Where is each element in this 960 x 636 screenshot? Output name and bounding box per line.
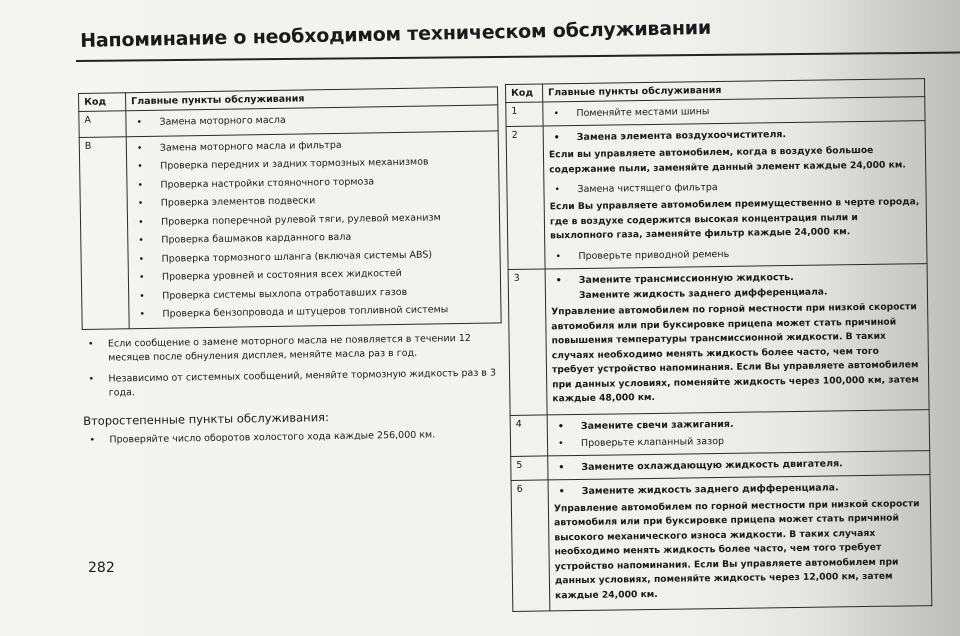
list-item: • Замените трансмиссионную жидкость.: [551, 267, 922, 289]
list-item: • Поменяйте местами шины: [548, 100, 919, 122]
row-note: Управление автомобилем по горной местности при низкой скорости автомобиля или при буксировке прицепа может стать причиной повышения температуры трансмиссионной жидкости. В таких случаях необходимо менять жидкость более часто, чем того требует устройство напоминания. Если Вы управляете автомобилем при данных условиях, поменяйте жидкость через 100,000 км, затем каждые 48,000 км.: [551, 301, 919, 405]
row-code: B: [79, 136, 129, 329]
header-items: Главные пункты обслуживания: [543, 79, 925, 102]
table-row: [510, 409, 930, 456]
list-item: • Замена элемента воздухоочистителя.: [549, 124, 920, 146]
list-item: • Замените жидкость заднего дифференциала.: [554, 478, 925, 500]
row-code: 4: [510, 414, 548, 456]
row-items: [548, 474, 932, 611]
table-row: [506, 121, 927, 269]
list-item: • Замена моторного масла: [131, 108, 492, 132]
row-code: 5: [511, 455, 548, 480]
right-column: [505, 78, 932, 612]
list-item: • Проверка элементов подвески: [133, 189, 494, 213]
list-item: • Проверка уровней и состояния всех жидкостей: [134, 263, 495, 287]
title-divider: [76, 52, 960, 62]
note-item: • Если сообщение о замене моторного масла не появляется в течении 12 месяцев после обнуления дисплея, меняйте масла раз в год.: [82, 331, 502, 367]
list-item: • Проверка передних и задних тормозных механизмов: [132, 152, 493, 176]
list-item: • Замена моторного масла и фильтра: [132, 134, 493, 158]
main-maintenance-table-ab: [78, 86, 502, 329]
list-item: • Проверка башмаков карданного вала: [133, 226, 494, 250]
list-item: • Проверка тормозного шланга (включая системы ABS): [133, 245, 494, 269]
list-item: • Замените свечи зажигания.: [553, 413, 924, 435]
row-code: 3: [508, 268, 547, 415]
list-item: • Проверка системы выхлопа отработавших газов: [134, 282, 495, 306]
header-code: Код: [506, 84, 543, 103]
row-code: A: [79, 111, 126, 137]
row-code: 1: [506, 102, 543, 127]
table-row: [79, 130, 501, 329]
header-items: Главные пункты обслуживания: [126, 87, 498, 111]
page-title: Напоминание о необходимом техническом обслуживании: [80, 16, 712, 52]
secondary-heading: Второстепенные пункты обслуживания:: [83, 409, 330, 428]
row-items: [126, 130, 501, 328]
row-note: Управление автомобилем по горной местности при низкой скорости автомобиля или при буксировке прицепа может стать причиной высокого механического износа жидкости. В таких случаях необходимо менять жидкость более часто, чем того требует устройство напоминания. Если Вы управляете автомобилем при данных условиях, поменяйте жидкость через 12,000 км, затем каждые 24,000 км.: [553, 497, 920, 601]
table-row: [511, 474, 932, 611]
list-item: • Проверка настройки стояночного тормоза: [132, 171, 493, 195]
table-row: [508, 263, 929, 415]
note-item: • Независимо от системных сообщений, меняйте тормозную жидкость раз в 3 года.: [82, 366, 502, 402]
notes-list: [82, 331, 503, 402]
row-note: Если Вы управляете автомобилем преимущественно в черте города, где в воздухе содержится высокая концентрация пыли и выхлопного газа, заменяйте фильтр каждые 24,000 км.: [549, 196, 920, 242]
row-subitem: Замените жидкость заднего дифференциала.: [578, 286, 828, 301]
list-item: • Проверка поперечной рулевой тяги, рулевой механизм: [133, 208, 494, 232]
row-items: [545, 263, 929, 414]
row-items: [543, 121, 927, 269]
list-item: • Замена чистящего фильтра: [549, 176, 920, 198]
list-item: • Проверьте приводной ремень: [550, 243, 921, 265]
list-item: • Замените охлаждающую жидкость двигателя.: [553, 454, 924, 476]
row-code: 6: [511, 479, 550, 611]
main-maintenance-table-numbered: [505, 78, 932, 612]
row-note: Если вы управляете автомобилем, когда в воздухе большое содержание пыли, заменяйте данный элемент каждые 24,000 км.: [548, 144, 906, 175]
list-item: • Проверьте клапанный зазор: [553, 430, 924, 452]
row-code: 2: [506, 126, 545, 269]
list-item: • Проверка бензопровода и штуцеров топливной системы: [134, 300, 495, 324]
left-column: [78, 86, 504, 447]
page-number: 282: [88, 560, 115, 576]
secondary-item: • Проверяйте число оборотов холостого хода каждые 256,000 км.: [83, 427, 503, 448]
header-code: Код: [79, 93, 126, 112]
row-items: [547, 409, 930, 455]
secondary-list: [83, 427, 503, 448]
